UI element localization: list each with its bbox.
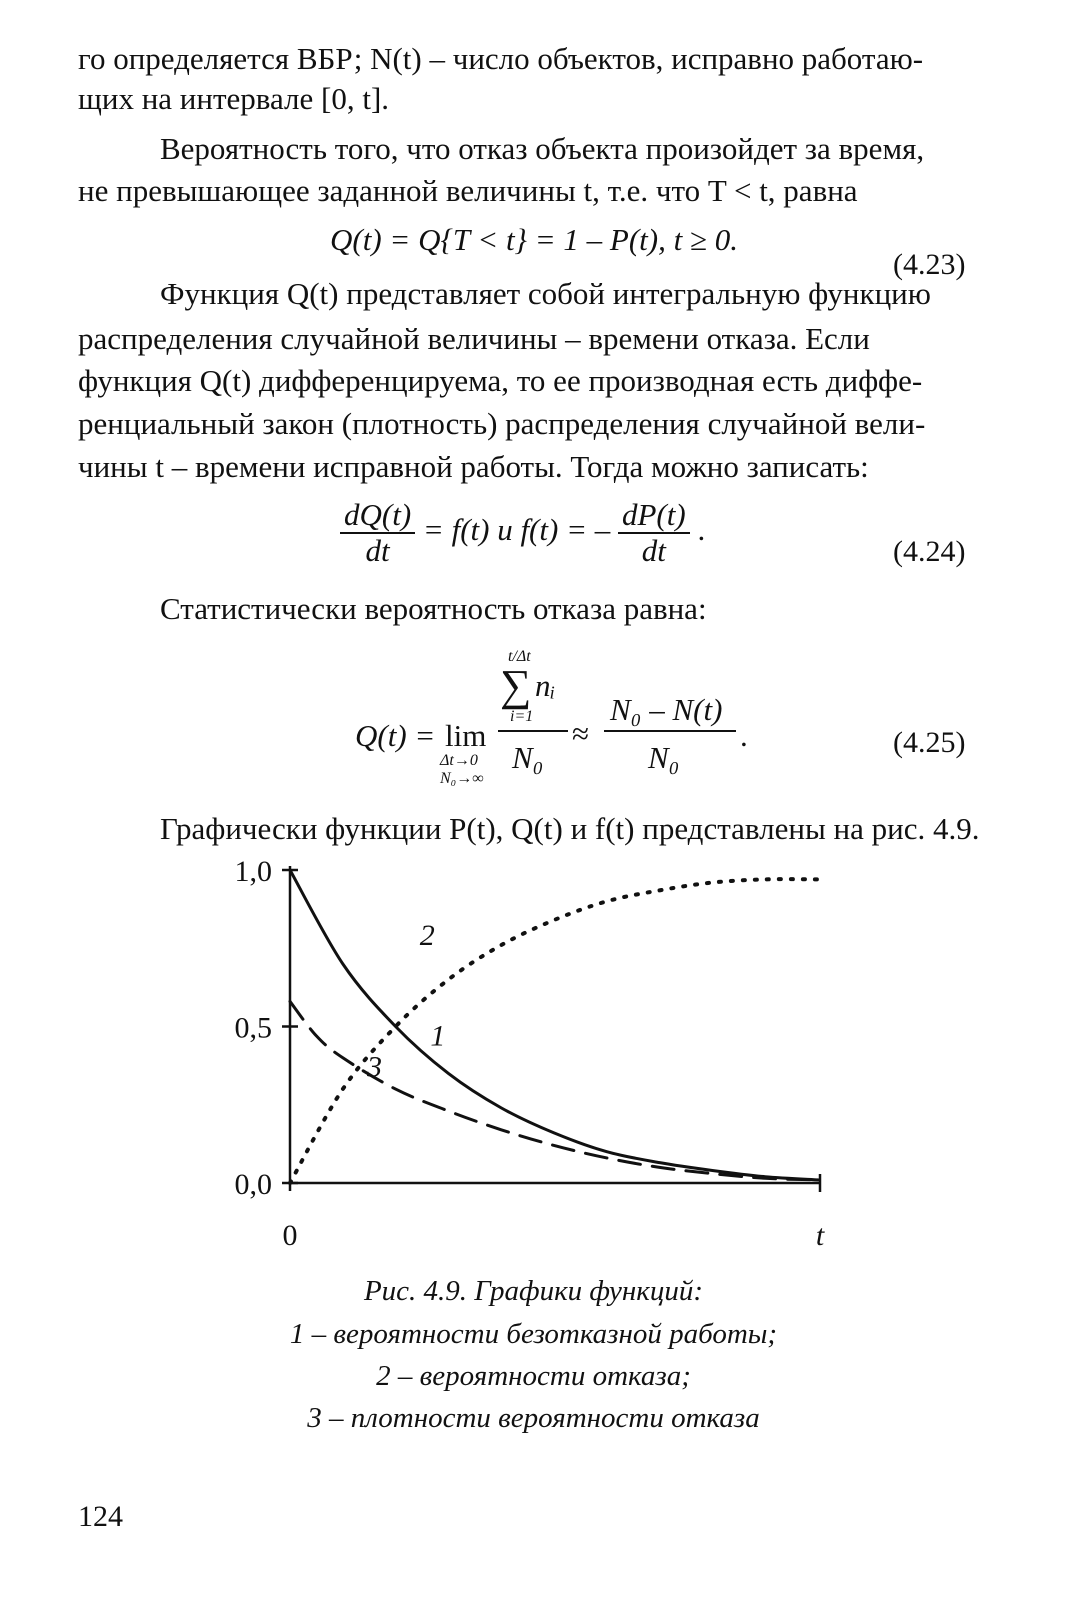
denominator: N₀ — [512, 740, 544, 775]
sum-lower-limit: i=1 — [510, 708, 534, 725]
limit-subscript: Δt→0 — [440, 752, 478, 769]
series-label: 3 — [366, 1050, 382, 1084]
paragraph-line: функция Q(t) дифференцируема, то ее производная есть диффе- — [78, 363, 923, 398]
paragraph-line: ренциальный закон (плотность) распределения случайной вели- — [78, 406, 926, 441]
fraction — [340, 498, 415, 568]
equation-period: . — [697, 512, 706, 548]
denominator: dt — [365, 533, 390, 568]
series-label: 2 — [419, 919, 435, 953]
y-tick-label: 0,5 — [234, 1011, 272, 1045]
equation-period: . — [740, 718, 748, 753]
equation-number: (4.25) — [893, 726, 966, 759]
paragraph-line: го определяется ВБР; N(t) – число объектов, исправно работаю- — [78, 41, 924, 76]
fraction — [618, 498, 690, 568]
approx-sign: ≈ — [572, 716, 590, 751]
figure-caption-line: 3 – плотности вероятности отказа — [307, 1402, 760, 1434]
fraction-bar — [498, 730, 568, 732]
figure-caption-line: 2 – вероятности отказа; — [376, 1360, 691, 1392]
limit-operator: lim — [445, 718, 487, 753]
denominator: N₀ — [648, 740, 680, 775]
page-number: 124 — [78, 1500, 123, 1533]
paragraph-line: Статистически вероятность отказа равна: — [160, 591, 707, 626]
chart-axes — [282, 866, 820, 1192]
paragraph-line: не превышающее заданной величины t, т.е. что T < t, равна — [78, 173, 858, 208]
sum-term: nᵢ — [535, 668, 556, 703]
y-tick-label: 1,0 — [234, 855, 272, 888]
figure-caption-title: Рис. 4.9. Графики функций: — [363, 1275, 704, 1307]
equation-lhs: Q(t) = — [355, 718, 436, 753]
equation-4-23: Q(t) = Q{T < t} = 1 – P(t), t ≥ 0. — [330, 222, 738, 257]
figure-chart — [0, 850, 1067, 1270]
series-line-3 — [290, 1001, 818, 1179]
denominator: dt — [641, 533, 666, 568]
paragraph-line: Графически функции P(t), Q(t) и f(t) представлены на рис. 4.9. — [160, 811, 980, 846]
numerator: N₀ – N(t) — [610, 692, 723, 727]
sum-symbol: ∑ — [500, 661, 532, 710]
sum-upper-limit: t/Δt — [508, 648, 531, 665]
paragraph-line: Вероятность того, что отказ объекта произойдет за время, — [160, 131, 925, 166]
fraction-bar — [604, 730, 736, 732]
figure-caption-line: 1 – вероятности безотказной работы; — [289, 1318, 778, 1350]
equation-number: (4.23) — [893, 248, 966, 281]
chart-labels — [235, 855, 825, 1252]
chart-series — [290, 870, 818, 1183]
numerator: dQ(t) — [340, 498, 415, 534]
paragraph-line: чины t – времени исправной работы. Тогда можно записать: — [78, 449, 869, 484]
equation-middle: = f(t) и f(t) = – — [422, 512, 611, 548]
equation-number: (4.24) — [893, 535, 966, 568]
series-line-1 — [290, 870, 818, 1180]
paragraph-line: щих на интервале [0, t]. — [78, 81, 390, 116]
equation-4-24 — [340, 498, 705, 568]
y-tick-label: 0,0 — [234, 1168, 272, 1201]
series-label: 1 — [430, 1019, 446, 1053]
numerator: dP(t) — [618, 498, 690, 534]
x-axis-label: t — [815, 1219, 825, 1252]
limit-subscript: N₀→∞ — [440, 770, 484, 787]
paragraph-line: Функция Q(t) представляет собой интегральную функцию — [160, 276, 931, 311]
paragraph-line: распределения случайной величины – времени отказа. Если — [78, 321, 870, 356]
x-tick-label: 0 — [282, 1219, 298, 1252]
series-line-2 — [290, 879, 818, 1183]
